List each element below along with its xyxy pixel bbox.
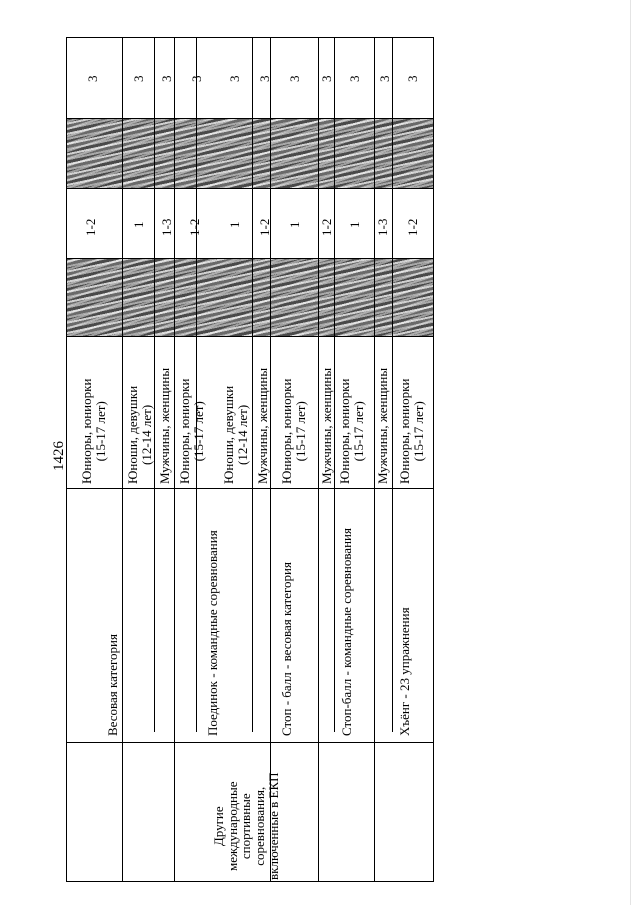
place-cell-b: 3 xyxy=(257,75,272,82)
place-cell-b: 3 xyxy=(347,75,362,82)
row-divider xyxy=(270,37,271,882)
column-divider xyxy=(66,336,434,337)
place-cell-a: 1-2 xyxy=(319,218,334,236)
place-cell-b: 3 xyxy=(319,75,334,82)
discipline-label: Стоп - балл - весовая категория xyxy=(279,562,294,736)
age-group-cell: Мужчины, женщины xyxy=(375,367,390,484)
place-cell-a: 1 xyxy=(131,221,146,228)
discipline-label: Хъёнг - 23 упражнения xyxy=(397,607,412,736)
column-divider xyxy=(66,188,434,189)
place-cell-b: 3 xyxy=(189,75,204,82)
row-divider xyxy=(122,37,123,882)
page-number: 1426 xyxy=(51,441,67,471)
row-divider xyxy=(174,37,175,882)
place-cell-a: 1-2 xyxy=(257,218,272,236)
place-cell-a: 1 xyxy=(347,221,362,228)
age-group-cell: Юноши, девушки (12-14 лет) xyxy=(221,385,250,484)
place-cell-b: 3 xyxy=(287,75,302,82)
age-group-cell: Юниоры, юниорки (15-17 лет) xyxy=(177,378,206,484)
subrow-divider xyxy=(252,37,253,732)
place-cell-b: 3 xyxy=(377,75,392,82)
place-cell-b: 3 xyxy=(131,75,146,82)
age-group-cell: Юниоры, юниорки (15-17 лет) xyxy=(79,378,108,484)
place-cell-a: 1-2 xyxy=(83,218,98,236)
place-cell-a: 1-3 xyxy=(375,218,390,236)
age-group-cell: Юниоры, юниорки (15-17 лет) xyxy=(337,378,366,484)
age-group-cell: Юноши, девушки (12-14 лет) xyxy=(125,385,154,484)
subrow-divider xyxy=(334,37,335,732)
age-group-cell: Мужчины, женщины xyxy=(157,367,172,484)
age-group-cell: Юниоры, юниорки (15-17 лет) xyxy=(279,378,308,484)
subrow-divider xyxy=(154,37,155,732)
place-cell-a: 1-2 xyxy=(405,218,420,236)
place-cell-a: 1-2 xyxy=(187,218,202,236)
place-cell-b: 3 xyxy=(405,75,420,82)
subrow-divider xyxy=(392,37,393,732)
group-label: Другие международные спортивные соревнования, включенные в ЕКП xyxy=(211,772,281,880)
age-group-cell: Мужчины, женщины xyxy=(319,367,334,484)
page-edge xyxy=(630,0,631,905)
column-divider xyxy=(66,258,434,259)
column-divider xyxy=(66,118,434,119)
discipline-label: Весовая категория xyxy=(105,634,120,736)
place-cell-b: 3 xyxy=(85,75,100,82)
place-cell-b: 3 xyxy=(159,75,174,82)
discipline-label: Поединок - командные соревнования xyxy=(205,530,220,736)
discipline-label: Стоп-балл - командные соревнования xyxy=(339,528,354,736)
place-cell-a: 1 xyxy=(287,221,302,228)
place-cell-a: 1 xyxy=(227,221,242,228)
place-cell-a: 1-3 xyxy=(159,218,174,236)
age-group-cell: Юниоры, юниорки (15-17 лет) xyxy=(397,378,426,484)
age-group-cell: Мужчины, женщины xyxy=(255,367,270,484)
column-divider xyxy=(66,488,434,489)
column-divider xyxy=(66,742,434,743)
place-cell-b: 3 xyxy=(227,75,242,82)
